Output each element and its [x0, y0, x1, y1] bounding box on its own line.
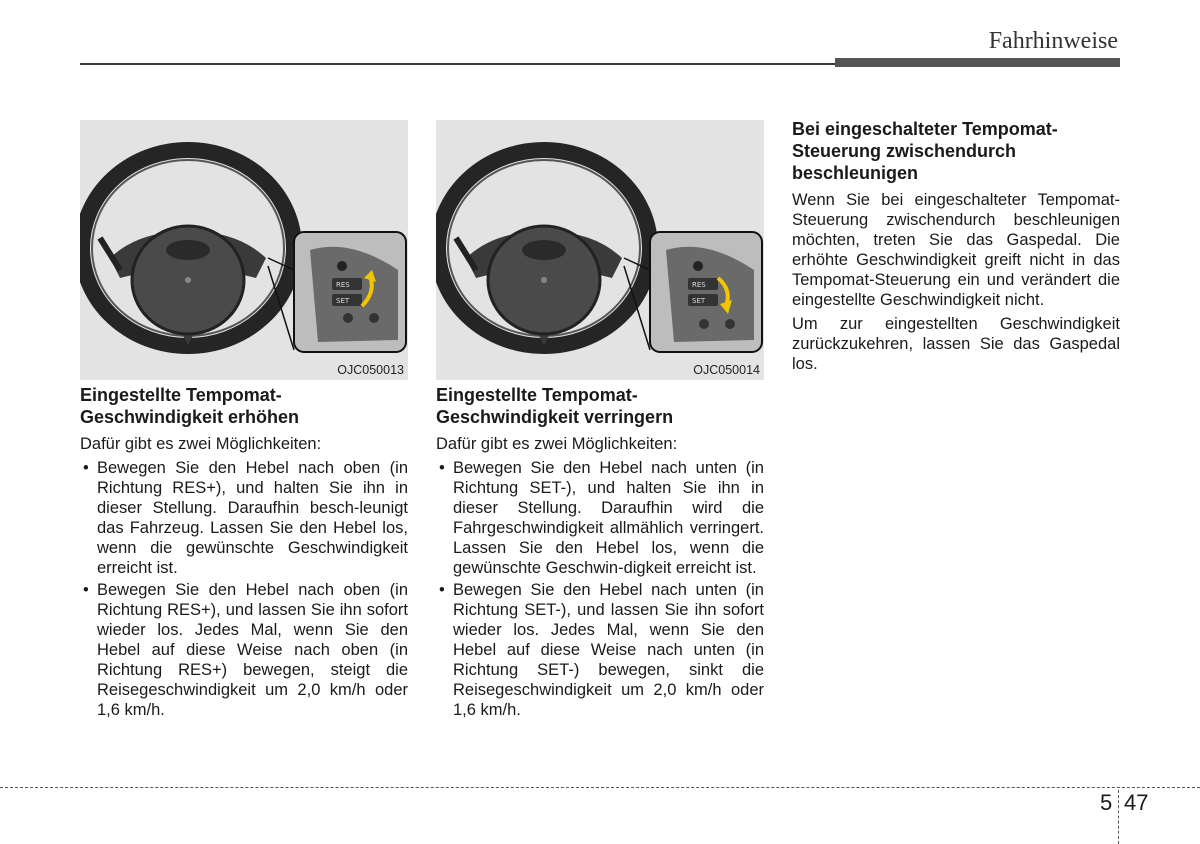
figure-code: OJC050014 [693, 363, 760, 377]
header-rule [80, 63, 840, 65]
figure-steering-wheel-decelerate [436, 120, 764, 380]
header-accent-bar [835, 58, 1120, 67]
section-heading: Bei eingeschalteter Tempomat-Steuerung zwischendurch beschleunigen [792, 119, 1058, 183]
running-header-title: Fahrhinweise [988, 28, 1118, 54]
page-number-divider [1118, 790, 1119, 844]
set-label-2: SET [692, 297, 706, 305]
section-increase-speed [80, 384, 408, 722]
section-heading: Eingestellte Tempomat-Geschwindigkeit verringern [436, 385, 674, 427]
paragraph: Um zur eingestellten Geschwindigkeit zurückzukehren, lassen Sie das Gaspedal los. [792, 315, 1120, 373]
list-item-text: Bewegen Sie den Hebel nach oben (in Richtung RES+), und halten Sie ihn in dieser Stellung. Daraufhin besch-leunigt das Fahrzeug. Lassen Sie den Hebel los, wenn die gewünschte Geschwindigkeit erreicht ist. [97, 459, 408, 577]
paragraph: Wenn Sie bei eingeschalteter Tempomat-Steuerung zwischendurch beschleunigen möchten, treten Sie das Gaspedal. Die erhöhte Geschwindigkeit greift nicht in das Tempomat-Steuerung ein und verändert die eingestellte Geschwindigkeit nicht. [792, 191, 1120, 309]
section-heading: Eingestellte Tempomat-Geschwindigkeit erhöhen [80, 385, 300, 427]
list-item: • Bewegen Sie den Hebel nach oben (in Richtung RES+), und lassen Sie ihn sofort wieder los. Jedes Mal, wenn Sie den Hebel auf diese Weise nach oben (in Richtung RES+) bewegen, steigt die Reisegeschwindigkeit um 2,0 km/h oder 1,6 km/h. [83, 581, 408, 719]
bullet-list [80, 458, 408, 720]
list-item: • Bewegen Sie den Hebel nach oben (in Richtung RES+), und halten Sie ihn in dieser Stellung. Daraufhin besch-leunigt das Fahrzeug. Lassen Sie den Hebel los, wenn die gewünschte Geschwindigkeit erreicht ist. [83, 459, 408, 577]
list-item-text: Bewegen Sie den Hebel nach unten (in Richtung SET-), und lassen Sie ihn sofort wieder los. Jedes Mal, wenn Sie den Hebel auf diese Weise nach unten (in Richtung SET-) bewegen, sinkt die Reisegeschwindigkeit um 2,0 km/h oder 1,6 km/h. [453, 581, 764, 719]
section-temporary-acceleration [792, 118, 1120, 378]
figure-steering-wheel-accelerate [80, 120, 408, 380]
chapter-number: 5 [1100, 790, 1113, 815]
list-item-text: Bewegen Sie den Hebel nach oben (in Richtung RES+), und lassen Sie ihn sofort wieder los. Jedes Mal, wenn Sie den Hebel auf diese Weise nach oben (in Richtung RES+) bewegen, steigt die Reisegeschwindigkeit um 2,0 km/h oder 1,6 km/h. [97, 581, 408, 719]
page-number: 47 [1124, 790, 1149, 815]
section-intro: Dafür gibt es zwei Möglichkeiten: [80, 435, 322, 453]
list-item: • Bewegen Sie den Hebel nach unten (in Richtung SET-), und lassen Sie ihn sofort wieder los. Jedes Mal, wenn Sie den Hebel auf diese Weise nach unten (in Richtung SET-) bewegen, sinkt die Reisegeschwindigkeit um 2,0 km/h oder 1,6 km/h. [439, 581, 764, 719]
res-label-1: RES [336, 281, 350, 289]
section-intro: Dafür gibt es zwei Möglichkeiten: [436, 435, 678, 453]
steering-wheel-illustration [436, 120, 764, 380]
set-label-1: SET [336, 297, 350, 305]
section-decrease-speed [436, 384, 764, 722]
list-item: • Bewegen Sie den Hebel nach unten (in Richtung SET-), und halten Sie ihn in dieser Stellung. Daraufhin wird die Fahrgeschwindigkeit allmählich verringert. Lassen Sie den Hebel los, wenn die gewünschte Geschwin-digkeit erreicht ist. [439, 459, 764, 577]
list-item-text: Bewegen Sie den Hebel nach unten (in Richtung SET-), und halten Sie ihn in dieser Stellung. Daraufhin wird die Fahrgeschwindigkeit allmählich verringert. Lassen Sie den Hebel los, wenn die gewünschte Geschwin-digkeit erreicht ist. [453, 459, 764, 577]
steering-wheel-illustration [80, 120, 408, 380]
footer-rule [0, 787, 1200, 788]
bullet-list [436, 458, 764, 720]
res-label-2: RES [692, 281, 706, 289]
figure-code: OJC050013 [337, 363, 404, 377]
